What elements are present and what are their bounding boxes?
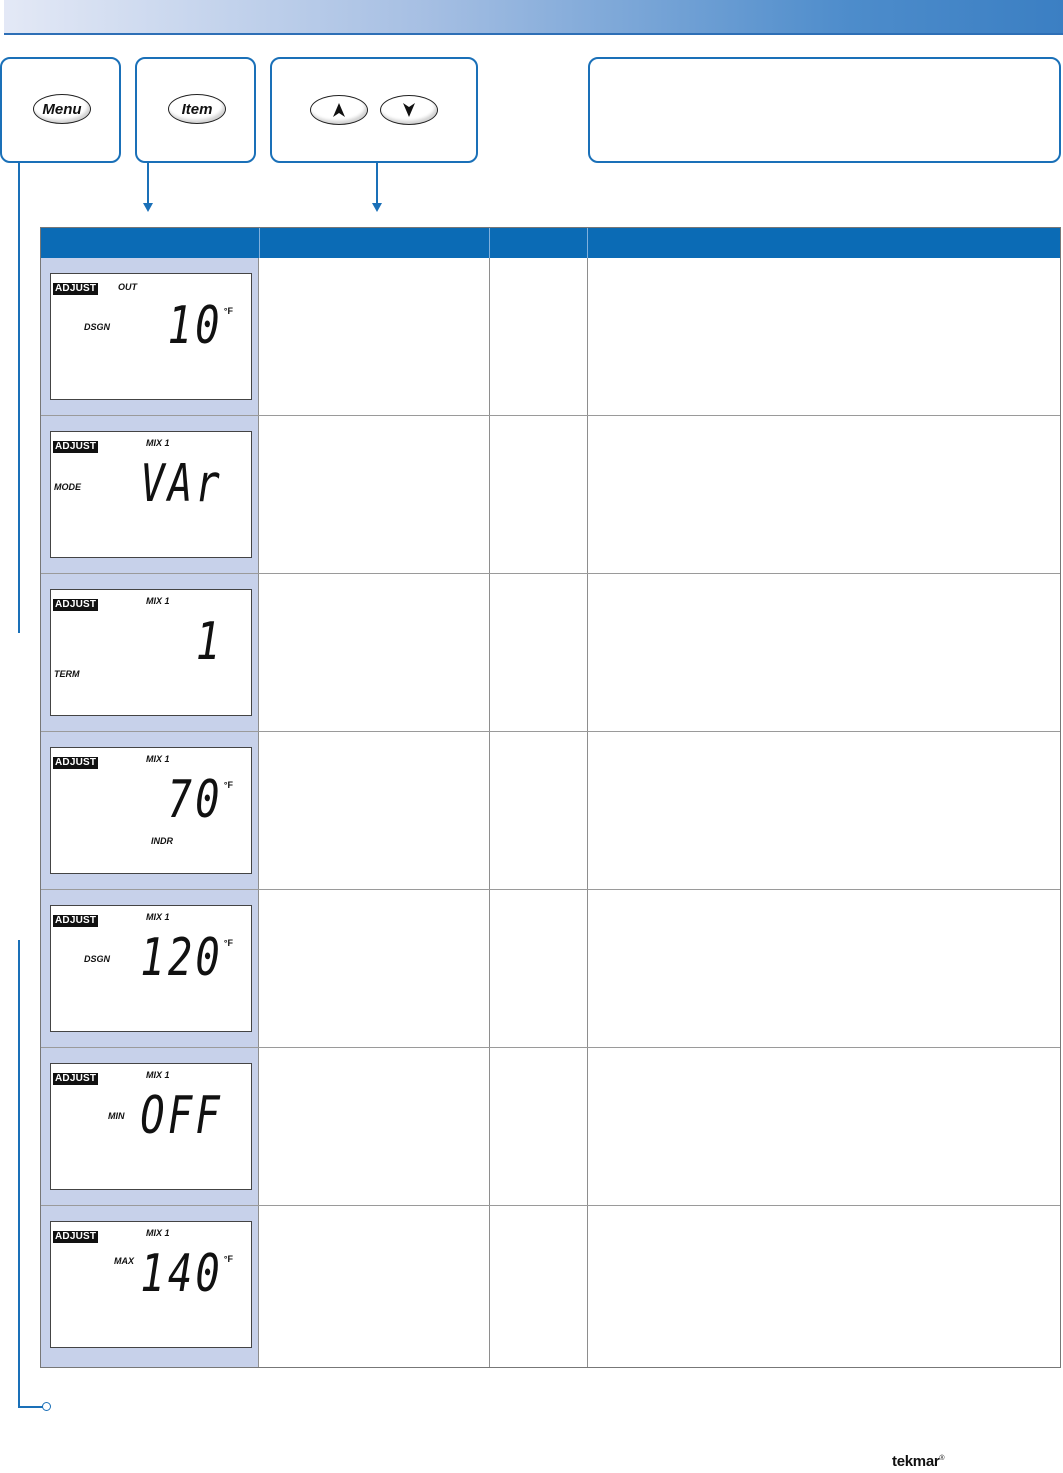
- lcd-item-label: INDR: [151, 836, 173, 846]
- display-cell: [41, 416, 259, 573]
- item-connector-line: [147, 163, 149, 203]
- lcd-item-label: DSGN: [84, 954, 111, 964]
- display-cell: [41, 1048, 259, 1205]
- lcd-screen: [50, 431, 252, 558]
- adjust-table: [40, 227, 1061, 1368]
- menu-key-box: [0, 57, 121, 163]
- lcd-top-label: MIX 1: [146, 596, 170, 606]
- menu-button[interactable]: Menu: [33, 94, 91, 124]
- table-row: [41, 1206, 1060, 1367]
- lcd-unit: °F: [223, 780, 233, 790]
- lcd-value: 10: [167, 296, 223, 356]
- display-cell: [41, 1206, 259, 1367]
- table-row: [41, 258, 1060, 416]
- table-header: [41, 228, 1060, 258]
- menu-connector-line: [18, 163, 20, 633]
- lcd-value: 120: [140, 928, 223, 988]
- lcd-top-label: MIX 1: [146, 1070, 170, 1080]
- item-arrowhead-icon: [143, 203, 153, 212]
- lcd-screen: [50, 1221, 252, 1348]
- return-connector-foot: [18, 1406, 43, 1408]
- return-end-circle-icon: [42, 1402, 51, 1411]
- lcd-unit: °F: [223, 938, 233, 948]
- banner-edge: [0, 0, 4, 35]
- arrows-arrowhead-icon: [372, 203, 382, 212]
- adjust-tag: ADJUST: [55, 283, 97, 294]
- display-cell: [41, 258, 259, 415]
- lcd-value: VAr: [140, 454, 223, 514]
- table-row: [41, 1048, 1060, 1206]
- lcd-top-label: MIX 1: [146, 438, 170, 448]
- arrows-connector-line: [376, 163, 378, 203]
- brand-logo: tekmar®: [892, 1453, 945, 1470]
- lcd-value: 70: [167, 770, 223, 830]
- lcd-unit: °F: [223, 1254, 233, 1264]
- lcd-screen: [50, 273, 252, 400]
- table-row: [41, 732, 1060, 890]
- adjust-tag: ADJUST: [55, 915, 97, 926]
- lcd-top-label: MIX 1: [146, 754, 170, 764]
- lcd-value: OFF: [140, 1086, 223, 1146]
- up-arrow-icon: [332, 102, 346, 118]
- item-button[interactable]: Item: [168, 94, 226, 124]
- lcd-screen: [50, 1063, 252, 1190]
- up-button[interactable]: [310, 95, 368, 125]
- return-connector-line: [18, 940, 20, 1408]
- lcd-top-label: MIX 1: [146, 1228, 170, 1238]
- display-cell: [41, 732, 259, 889]
- adjust-tag: ADJUST: [55, 757, 97, 768]
- lcd-top-label: OUT: [118, 282, 137, 292]
- lcd-item-label: MAX: [114, 1256, 134, 1266]
- lcd-value: 1: [195, 612, 223, 672]
- arrow-keys-box: [270, 57, 478, 163]
- lcd-top-label: MIX 1: [146, 912, 170, 922]
- lcd-item-label: DSGN: [84, 322, 111, 332]
- lcd-unit: °F: [223, 306, 233, 316]
- down-arrow-icon: [402, 102, 416, 118]
- display-cell: [41, 574, 259, 731]
- lcd-item-label: MODE: [54, 482, 81, 492]
- display-cell: [41, 890, 259, 1047]
- lcd-screen: [50, 589, 252, 716]
- adjust-tag: ADJUST: [55, 1073, 97, 1084]
- page-banner: [0, 0, 1063, 35]
- adjust-tag: ADJUST: [55, 441, 97, 452]
- lcd-item-label: MIN: [108, 1111, 125, 1121]
- lcd-value: 140: [140, 1244, 223, 1304]
- lcd-screen: [50, 905, 252, 1032]
- down-button[interactable]: [380, 95, 438, 125]
- table-row: [41, 890, 1060, 1048]
- lcd-item-label: TERM: [54, 669, 80, 679]
- item-key-box: [135, 57, 256, 163]
- lcd-screen: [50, 747, 252, 874]
- adjust-tag: ADJUST: [55, 599, 97, 610]
- table-row: [41, 416, 1060, 574]
- info-box: [588, 57, 1061, 163]
- table-row: [41, 574, 1060, 732]
- adjust-tag: ADJUST: [55, 1231, 97, 1242]
